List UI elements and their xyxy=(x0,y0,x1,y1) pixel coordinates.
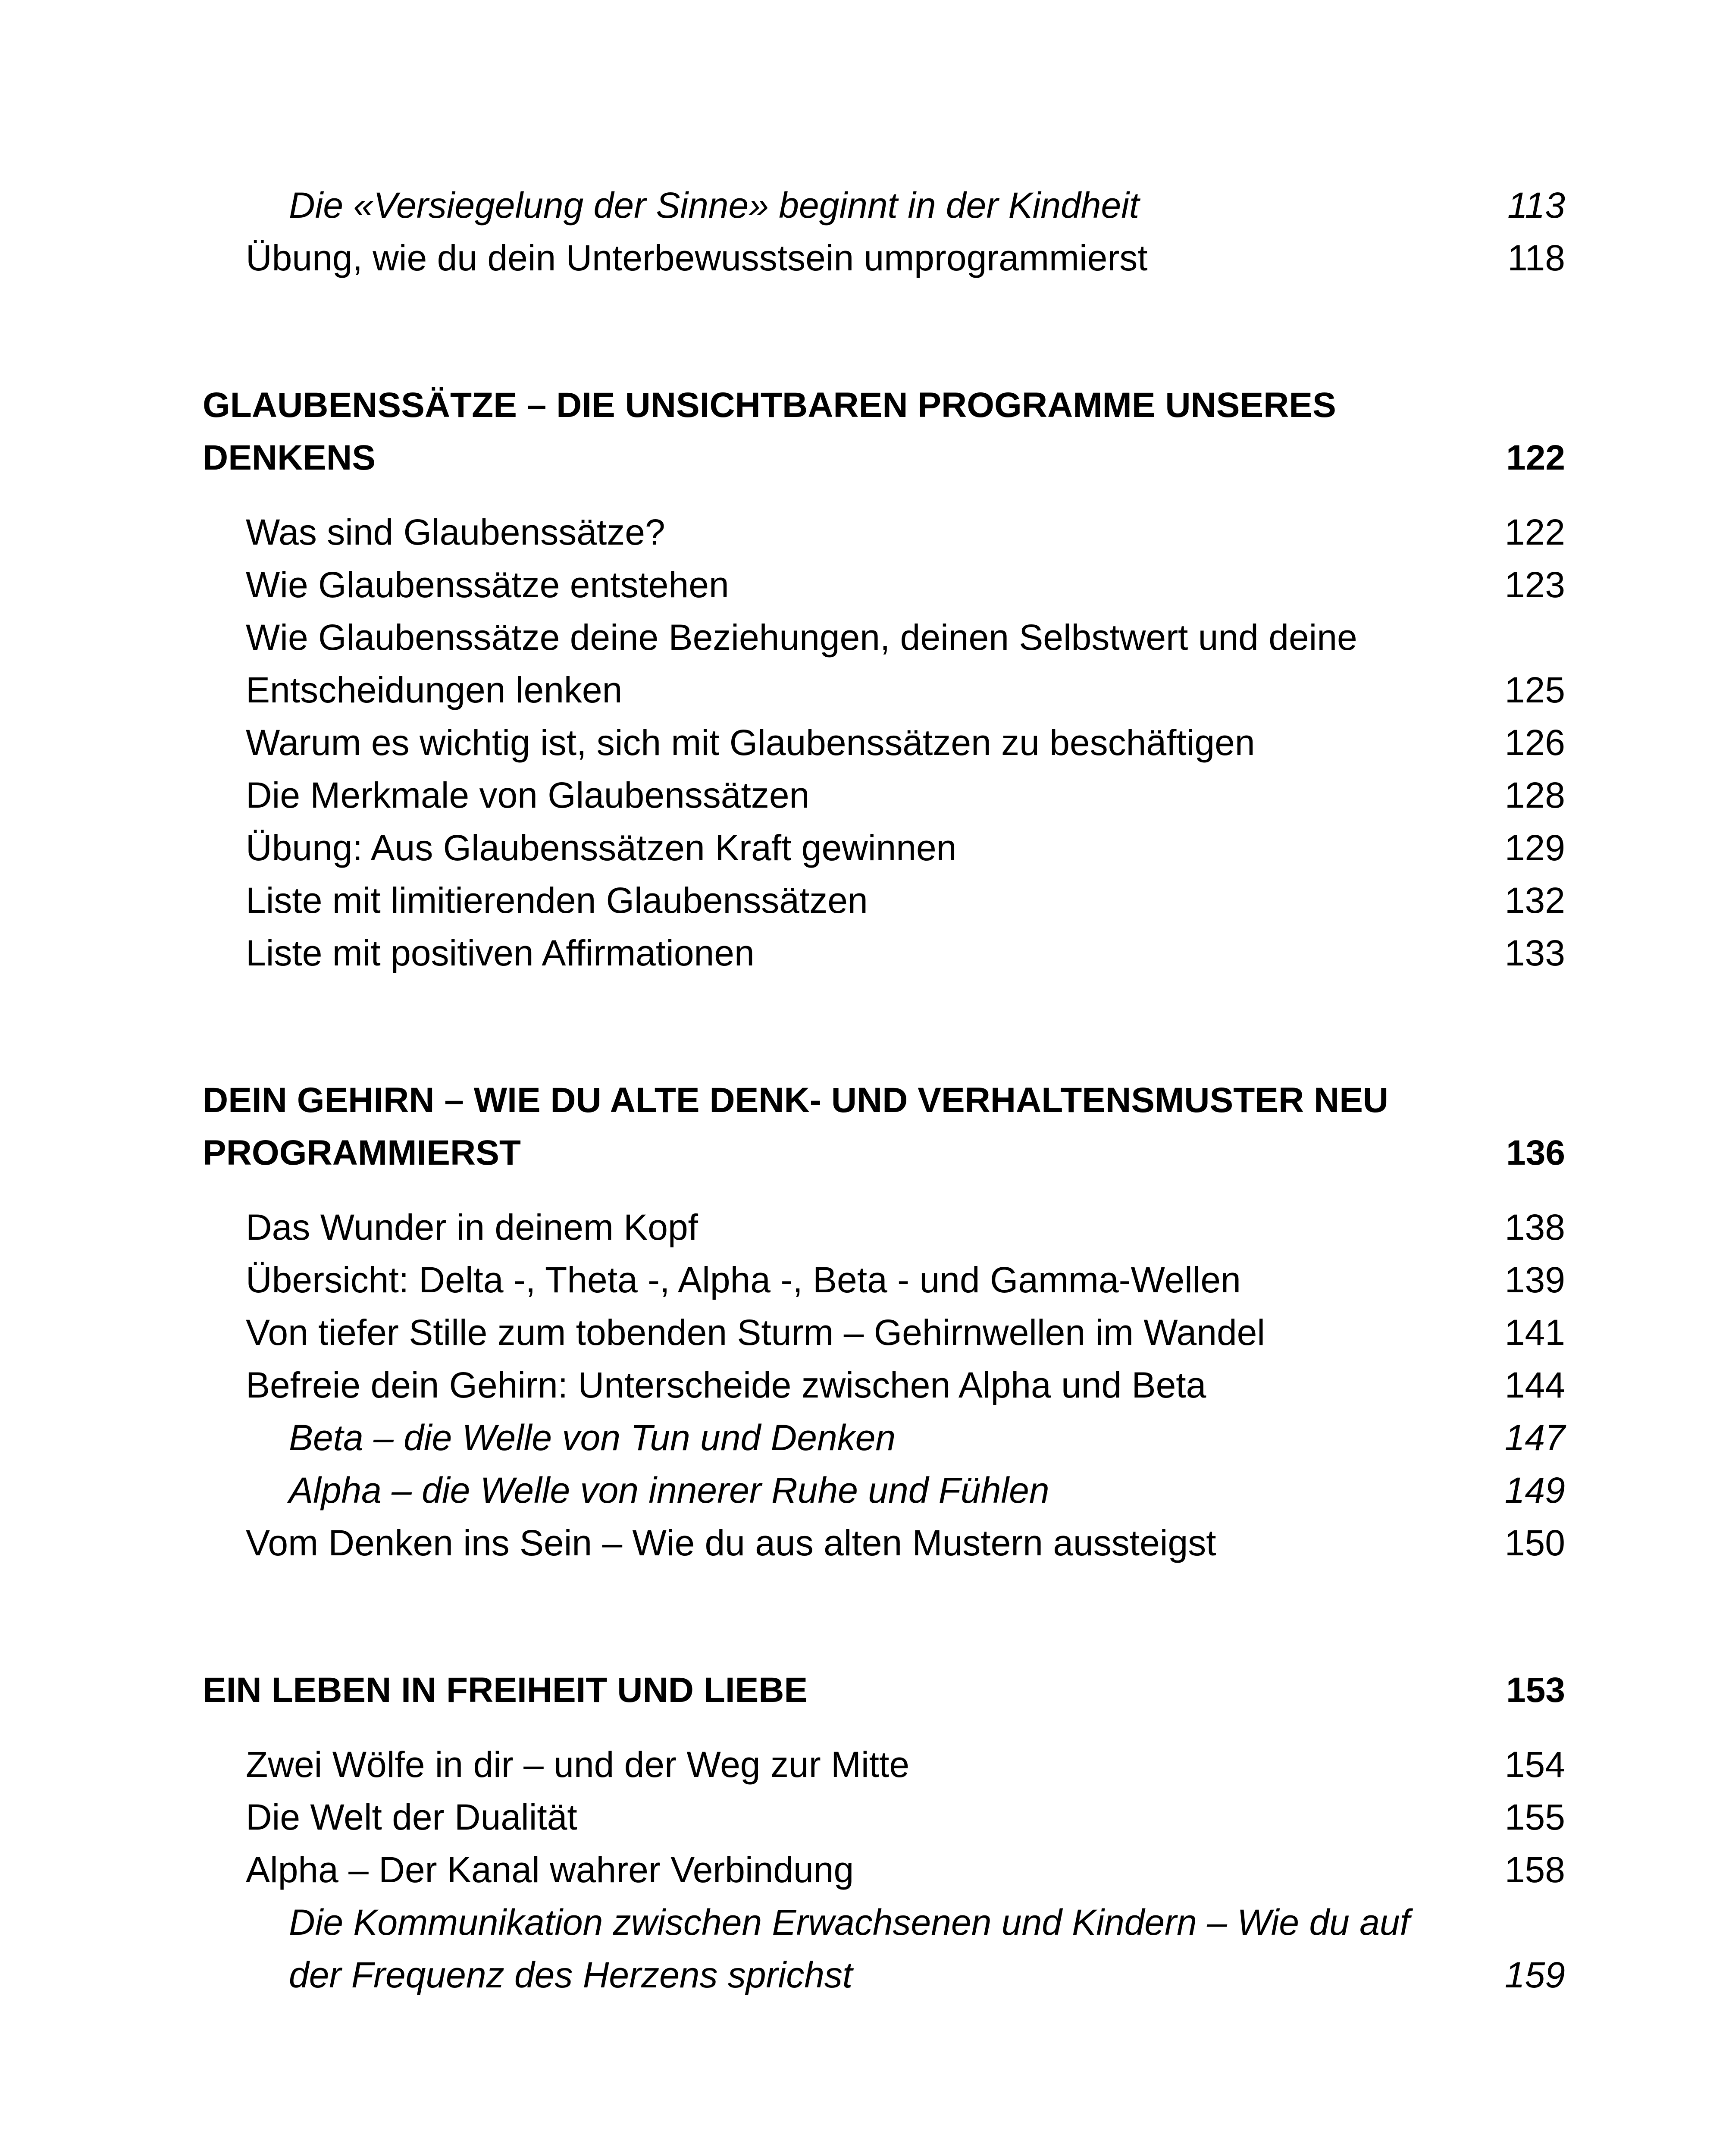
toc-entry-title: Die «Versiegelung der Sinne» beginnt in der Kindheit xyxy=(289,185,1140,226)
toc-entry-page: 125 xyxy=(1504,670,1565,710)
toc-entry-title: Liste mit limitierenden Glaubenssätzen xyxy=(246,880,868,921)
toc-entry[interactable] xyxy=(246,1253,1565,1306)
toc-entry-page: 150 xyxy=(1504,1523,1565,1563)
toc-entry[interactable] xyxy=(246,1738,1565,1791)
toc-entry-page: 147 xyxy=(1504,1417,1565,1458)
toc-chapter-title: GLAUBENSSÄTZE – DIE UNSICHTBAREN PROGRAMME UNSERES DENKENS xyxy=(203,385,1336,477)
toc-entry-page: 133 xyxy=(1504,933,1565,973)
toc-entry[interactable] xyxy=(289,1896,1565,2001)
toc-entry[interactable] xyxy=(246,1306,1565,1359)
toc-entry-page: 122 xyxy=(1504,512,1565,552)
toc-entry-page: 139 xyxy=(1504,1260,1565,1300)
toc-entry-page: 154 xyxy=(1504,1744,1565,1785)
toc-entry[interactable] xyxy=(246,506,1565,558)
toc-entry[interactable] xyxy=(246,716,1565,769)
toc-entry-title: Wie Glaubenssätze deine Beziehungen, deinen Selbstwert und deine Entscheidungen lenken xyxy=(246,617,1357,710)
toc-entry[interactable] xyxy=(289,179,1565,232)
toc-entry[interactable] xyxy=(246,1843,1565,1896)
toc-entry[interactable] xyxy=(246,1517,1565,1569)
toc-entry[interactable] xyxy=(289,1411,1565,1464)
toc-entry-title: Warum es wichtig ist, sich mit Glaubenssätzen zu beschäftigen xyxy=(246,722,1255,763)
toc-entry[interactable] xyxy=(246,927,1565,979)
toc-entry[interactable] xyxy=(246,821,1565,874)
toc-entry-title: Zwei Wölfe in dir – und der Weg zur Mitte xyxy=(246,1744,910,1785)
toc-entry-page: 158 xyxy=(1504,1849,1565,1890)
toc-entry-title: Übung, wie du dein Unterbewusstsein umprogrammierst xyxy=(246,238,1148,278)
toc-entry-page: 128 xyxy=(1504,775,1565,815)
toc-entry-page: 113 xyxy=(1507,185,1565,226)
toc-chapter-page: 122 xyxy=(1506,438,1565,477)
toc-entry[interactable] xyxy=(246,232,1565,284)
toc-chapter-heading[interactable] xyxy=(203,379,1565,484)
toc-entry-title: Alpha – Der Kanal wahrer Verbindung xyxy=(246,1849,854,1890)
toc-chapter-page: 136 xyxy=(1506,1133,1565,1172)
toc-entry-title: Was sind Glaubenssätze? xyxy=(246,512,665,552)
toc-entry-title: Wie Glaubenssätze entstehen xyxy=(246,564,729,605)
toc-entry[interactable] xyxy=(246,1359,1565,1411)
toc-entry-page: 138 xyxy=(1504,1207,1565,1247)
toc-entry-title: Die Merkmale von Glaubenssätzen xyxy=(246,775,810,815)
toc-entry-page: 118 xyxy=(1507,238,1565,278)
toc-entry[interactable] xyxy=(246,558,1565,611)
toc-entry-title: Übersicht: Delta -, Theta -, Alpha -, Beta - und Gamma-Wellen xyxy=(246,1260,1241,1300)
table-of-contents xyxy=(203,179,1565,2001)
toc-entry[interactable] xyxy=(289,1464,1565,1517)
toc-chapter-page: 153 xyxy=(1506,1670,1565,1710)
toc-chapter-heading[interactable] xyxy=(203,1074,1565,1179)
toc-chapter-title: DEIN GEHIRN – WIE DU ALTE DENK- UND VERHALTENSMUSTER NEU PROGRAMMIERST xyxy=(203,1081,1389,1172)
toc-entry-page: 123 xyxy=(1504,564,1565,605)
toc-entry-title: Übung: Aus Glaubenssätzen Kraft gewinnen xyxy=(246,827,957,868)
toc-chapter-heading[interactable] xyxy=(203,1664,1565,1717)
toc-entry-title: Die Kommunikation zwischen Erwachsenen und Kindern – Wie du auf der Frequenz des Herzens sprichst xyxy=(289,1902,1410,1995)
toc-entry[interactable] xyxy=(246,1791,1565,1843)
toc-entry-page: 129 xyxy=(1504,827,1565,868)
toc-chapter-title: EIN LEBEN IN FREIHEIT UND LIEBE xyxy=(203,1670,808,1710)
toc-entry[interactable] xyxy=(246,611,1565,716)
toc-entry[interactable] xyxy=(246,1201,1565,1253)
toc-entry-title: Von tiefer Stille zum tobenden Sturm – Gehirnwellen im Wandel xyxy=(246,1312,1265,1353)
toc-entry[interactable] xyxy=(246,769,1565,821)
toc-entry[interactable] xyxy=(246,874,1565,927)
toc-entry-page: 141 xyxy=(1504,1312,1565,1353)
toc-entry-title: Die Welt der Dualität xyxy=(246,1797,577,1837)
toc-entry-page: 126 xyxy=(1504,722,1565,763)
toc-entry-title: Beta – die Welle von Tun und Denken xyxy=(289,1417,896,1458)
toc-entry-page: 144 xyxy=(1504,1365,1565,1405)
toc-entry-page: 155 xyxy=(1504,1797,1565,1837)
toc-entry-title: Liste mit positiven Affirmationen xyxy=(246,933,755,973)
toc-entry-title: Befreie dein Gehirn: Unterscheide zwischen Alpha und Beta xyxy=(246,1365,1206,1405)
toc-entry-title: Vom Denken ins Sein – Wie du aus alten Mustern aussteigst xyxy=(246,1523,1216,1563)
toc-entry-title: Alpha – die Welle von innerer Ruhe und Fühlen xyxy=(289,1470,1049,1510)
toc-entry-page: 159 xyxy=(1504,1955,1565,1995)
toc-entry-page: 132 xyxy=(1504,880,1565,921)
toc-entry-title: Das Wunder in deinem Kopf xyxy=(246,1207,698,1247)
toc-entry-page: 149 xyxy=(1504,1470,1565,1510)
